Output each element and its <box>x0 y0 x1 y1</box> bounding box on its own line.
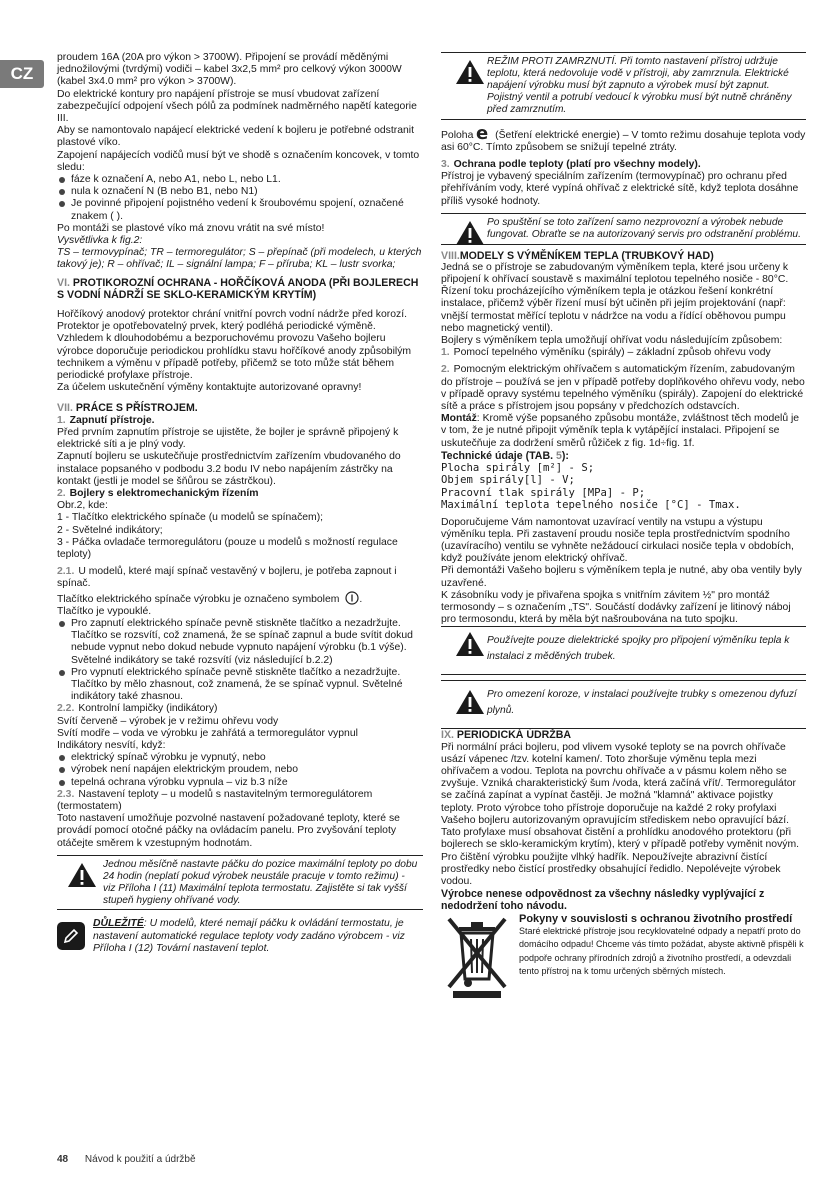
warning-text: Pro omezení koroze, v instalaci používejte trubky s omezenou dyfuzí plynů. <box>487 689 797 717</box>
paragraph: Za účelem uskutečnění výměny kontaktujte autorizované opravny! <box>57 382 362 394</box>
warning-icon <box>67 862 97 888</box>
warning-text: Po spuštění se toto zařízení samo nezprovozní a výrobek nebude fungovat. Obraťte se na autorizovaný servis pro odstranění problému. <box>487 216 801 240</box>
paragraph: Jedná se o přístroje se zabudovaným výměníkem tepla, které jsou určeny k připojení k ohřívací soustavě s maximální teplotou tepelného nosiče - 80°C. Řízení toku procházejícího výměníkem tepla je otázkou řešení konkrétní instalace, přičemž výběr řízení musí být učiněn při jejím projektování (např: vnější termostat měřící teplotu v nádržce na vodu a řídící oběhovou pumpu nebo magnetický ventil). <box>441 261 789 334</box>
warning-box <box>441 52 806 120</box>
paragraph: Svítí červeně – výrobek je v režimu ohřevu vody <box>57 715 279 727</box>
page-number: 48 <box>57 1154 69 1165</box>
page-footer <box>57 1154 196 1165</box>
pencil-icon <box>57 922 85 950</box>
section-number: VII. <box>57 402 73 415</box>
paragraph: Při normální práci bojleru, pod vlivem vysoké teploty se na povrch ohřívače usází vápenec /tzv. kotelní kamen/. Toto zhoršuje výměnu tepla mezi ohřívačem a vodou. Teplota na povrchu ohřívače a v pásmu kolem něho se zvyšuje. Vzniká charakteristický šum /voda, která začíná vřít/. Termoregulátor se začíná zapínat a vypínat častěji. Je možná "klamná" aktivace pojistky teploty. Proto výrobce toho přístroje doporučuje na každé 2 roky profylaxi Vašeho bojleru autorizovaným opravujícím střediskem nebo opravující bází. Tato profylaxe musí obsahovat čistění a prohlídku anodového protektoru (při bojlerech se sklo-keramickým krytím), který v případě potřeby vyměnit novým. <box>441 741 800 851</box>
paragraph: Tlačítko je vypouklé. <box>57 605 152 617</box>
warning-box <box>441 626 806 675</box>
subsection-heading: 2.1. U modelů, které mají spínač vestavěný v bojleru, je potřeba zapnout i spínač. <box>57 566 397 590</box>
list-line: 2 - Světelné indikátory; <box>57 524 163 536</box>
subsection-heading: 1. Zapnutí přístroje. <box>57 414 155 426</box>
section-title: PRÁCE S PŘÍSTROJEM. <box>75 402 198 415</box>
paragraph: Zapojení napájecích vodičů musí být ve shodě s označením koncovek, v tomto sledu: <box>57 149 420 173</box>
paragraph: Poloha e (Šetření elektrické energie) – V tomto režimu dosahuje teplota vody asi 60°C. Tímto způsobem se snižují tepelné ztráty. <box>441 124 806 153</box>
paragraph: Přístroj je vybavený speciálním zařízením (termovypínač) pro ochranu před přehříváním vody, které vypíná ohřívač z elektrické sítě, když teplota dosáhne příliš vysoké hodnoty. <box>441 171 799 207</box>
paragraph: Svítí modře – voda ve výrobku je zahřátá a termoregulátor vypnul <box>57 727 358 739</box>
list-item: Je povinné připojení pojistného vedení k šroubovému spojení, označené znakem ( ). <box>57 198 423 222</box>
warning-icon <box>455 59 485 85</box>
paragraph: Hořčíkový anodový protektor chrání vnitřní povrch vodní nádrže před korozí. <box>57 309 407 321</box>
warning-box <box>57 855 423 911</box>
section-heading-viii: VIII.MODELY S VÝMĚNÍKEM TEPLA (TRUBKOVÝ HAD) <box>441 249 714 262</box>
section-heading-vi <box>57 277 423 301</box>
tech-line: Maximální teplota tepelného nosiče [°C] - Tmax. <box>441 499 741 512</box>
paragraph: Před prvním zapnutím přístroje se ujistěte, že bojler je správně připojený k elektrické síti a je plný vody. <box>57 426 399 451</box>
subsection-heading: 3. Ochrana podle teploty (platí pro všechny modely). <box>441 158 701 170</box>
list-item: fáze k označení A, nebo A1, nebo L, nebo L1. <box>57 174 423 186</box>
warning-text: Jednou měsíčně nastavte páčku do pozice maximální teploty po dobu 24 hodin (neplatí pokud výrobek neustále pracuje v tomto režimu) - viz Příloha I (11) Maximální teplota termostatu. Zajistěte si tak vyšší stupeň hygieny ohřívané vody. <box>103 858 418 906</box>
tech-line: Plocha spirály [m²] - S; <box>441 462 595 475</box>
section-heading-ix: IX. PERIODICKÁ ÚDRŽBA <box>441 729 572 742</box>
right-column <box>441 52 806 999</box>
paragraph: Protektor je opotřebovatelný prvek, který podléhá periodické výměně. Vzhledem k dlouhodobému a bezporuchovému provozu Vašeho bojleru výrobce doporučuje periodickou prohlídku stavu hořčíkové anody způsobilým technikem a výměnu v případě potřeby, přičemž se toto může stát během periodické profylaxe přístroje. <box>57 321 412 382</box>
section-title: PROTIKOROZNÍ OCHRANA - HOŘČÍKOVÁ ANODA (PŘI BOJLERECH S VODNÍ NÁDRŽÍ SE SKLO-KERAMICKÝM KRYTÍM) <box>57 276 419 301</box>
tech-data-heading: Technické údaje (TAB. 5): <box>441 449 569 462</box>
bullet-list <box>57 752 423 789</box>
warning-text: Používejte pouze dielektrické spojky pro připojení výměníku tepla k instalaci z měděných trubek. <box>487 635 790 663</box>
liability-statement: Výrobce nenese odpovědnost za všechny následky vyplývající z nedodržení toho návodu. <box>441 888 765 913</box>
environment-notice <box>441 913 806 999</box>
paragraph: Obr.2, kde: <box>57 500 108 512</box>
paragraph: K zásobníku vody je přivařena spojka s vnitřním závitem ½" pro montáž termosondy – s označením „TS". Součástí dodávky zařízení je litinový náboj pro termosondu, která by měla být našroubována na tuto spojku. <box>441 589 791 626</box>
list-item: tepelná ochrana výrobku vypnula – viz b.3 níže <box>57 777 423 789</box>
tech-line: Objem spirály[l] - V; <box>441 474 575 487</box>
list-item: nula k označení N (B nebo B1, nebo N1) <box>57 186 423 198</box>
numbered-item: 1. Pomocí tepelného výměníku (spirály) – základní způsob ohřevu vody <box>441 347 771 359</box>
paragraph: Montáž: Kromě výše popsaného způsobu montáže, zvláštnost těch modelů je v tom, že je nutné připojit výměník tepla k vytápějící instalaci. Připojení se uskutečňuje za dodržení směrů růžiček z fig. 1d÷fig. 1f. <box>441 413 800 449</box>
warning-icon <box>455 220 485 246</box>
paragraph: Toto nastavení umožňuje pozvolné nastavení požadované teploty, které se provádí pomocí otočné páčky na ovládacím panelu. Pro zvyšování teploty otáčejte směrem k vzestupným hodnotám. <box>57 813 400 849</box>
environment-text: Staré elektrické přístroje jsou recyklovatelné odpady a nepatří proto do domácího odpadu! Chceme vás tímto požádat, abyste aktivně přispěli k podpoře ochrany přírodních zdrojů a životního prostředí, a odevzdali tento přístroj na k tomu určených sběrných místech. <box>519 925 804 977</box>
important-note <box>57 918 423 955</box>
section-heading-vii <box>57 402 423 414</box>
numbered-item: 2. Pomocným elektrickým ohřívačem s automatickým řízením, zabudovaným do přístroje – používá se jen v případě potřeby doplňkového ohřevu vody, nebo v případě opravy systému tepelného výměníku (spirály). Zapojení do elektrické sítě a práce s přístrojem jsou popsány v předchozích odstavcích. <box>441 364 805 412</box>
list-item: výrobek není napájen elektrickým proudem, nebo <box>57 764 423 776</box>
environment-title: Pokyny v souvislosti s ochranou životního prostředí <box>519 912 793 925</box>
paragraph: Tlačítko elektrického spínače výrobku je označeno symbolem . <box>57 591 423 606</box>
subsection-heading: 2.3. Nastavení teploty – u modelů s nastavitelným termoregulátorem (termostatem) <box>57 788 373 812</box>
list-line: 1 - Tlačítko elektrického spínače (u modelů se spínačem); <box>57 512 324 524</box>
paragraph: Do elektrické kontury pro napájení přístroje se musí vbudovat zařízení zabezpečující odpojení všech pólů za podmínek nadměrného napětí kategorie III. <box>57 88 417 125</box>
important-label: DŮLEŽITÉ <box>93 918 144 930</box>
section-number: VI. <box>57 276 70 289</box>
language-tab <box>0 60 44 88</box>
language-code: CZ <box>10 64 34 83</box>
power-icon <box>345 591 359 605</box>
svg-text:e: e <box>476 124 489 140</box>
list-item: elektrický spínač výrobku je vypnutý, nebo <box>57 752 423 764</box>
paragraph: Indikátory nesvítí, když: <box>57 739 166 751</box>
paragraph: Při demontáži Vašeho bojleru s výměníkem tepla je nutné, aby oba ventily byly uzavřené. <box>441 565 802 589</box>
eco-mode-icon <box>476 125 492 140</box>
warning-box <box>441 213 806 245</box>
left-column <box>57 52 423 955</box>
paragraph: Bojlery s výměníkem tepla umožňují ohřívat vodu následujícím způsobem: <box>441 334 783 346</box>
paragraph: Po montáži se plastové víko má znovu vrátit na své místo! <box>57 222 325 234</box>
paragraph: Aby se namontovalo napájecí elektrické vedení k bojleru je potřebné odstranit plastové víko. <box>57 125 414 149</box>
footer-text: Návod k použití a údržbě <box>84 1154 196 1165</box>
crossed-bin-icon <box>441 913 513 1001</box>
warning-icon <box>455 631 485 657</box>
warning-icon <box>455 689 485 715</box>
subsection-heading: 2. Bojlery s elektromechanickým řízením <box>57 487 259 499</box>
subsection-heading: 2.2. Kontrolní lampičky (indikátory) <box>57 703 218 715</box>
paragraph: Zapnutí bojleru se uskutečňuje prostřednictvím zařízením vbudovaného do instalace popsaného v podbodu 3.2 bodu IV nebo napájením zástrčky na kontakt (jestli je model se šňůrou se zástrčkou). <box>57 451 401 487</box>
warning-box <box>441 680 806 729</box>
list-item: Pro vypnutí elektrického spínače pevně stiskněte tlačítko a nezadržujte. Tlačítko by mělo zhasnout, což znamená, že se spínač vypnul. Světelné indikátory také zhasnou. <box>57 667 423 704</box>
bullet-list <box>57 174 423 223</box>
bullet-list <box>57 618 423 703</box>
paragraph: Doporučujeme Vám namontovat uzavírací ventily na vstupu a výstupu výměníku tepla. Při zastavení proudu nosiče tepla prostřednictvím spodního (uzavíracího) ventilu se vyhněte nežádoucí cirkulaci nosiče tepla v obdobích, když používáte jenom elektrický ohřívač. <box>441 516 794 565</box>
warning-text: REŽIM PROTI ZAMRZNUTÍ. Při tomto nastavení přístroj udržuje teplotu, která nedovoluje vodě v přístroji, aby zamrznula. Elektrické napájení výrobku musí být zapnuto a výrobek musí být zapnut. Pojistný ventil a potrubí vedoucí k výrobku musí být nutně chráněny před zamrznutím. <box>487 56 792 115</box>
legend-title: Vysvětlivka k fig.2: <box>57 235 143 247</box>
paragraph: Pro čištění výrobku použijte vlhký hadřík. Nepoužívejte abrazivní čistící prostředky nebo čistící prostředky obsahující ředidlo. Nepolévejte výrobek vodou. <box>441 851 781 887</box>
list-item: Pro zapnutí elektrického spínače pevně stiskněte tlačítko a nezadržujte. Tlačítko se rozsvítí, což znamená, že se spínač zapnul a bude svítit dokud nebude vypnut nebo dokud nebude vypnuto napájení výrobku (b.1 výše). Světelné indikátory se také rozsvítí (viz následující b.2.2) <box>57 618 423 667</box>
important-text: : U modelů, které nemají páčku k ovládání termostatu, je nastavení automatické regulace teploty vody zadáno výrobcem - viz Příloha I (12) Tovární nastavení teplot. <box>93 918 405 954</box>
paragraph: proudem 16A (20A pro výkon > 3700W). Připojení se provádí měděnými jednožilovými (tvrdými) vodiči – kabel 3x2,5 mm² pro celkový výkon 3000W (kabel 3x4.0 mm² pro výkon > 3700W). <box>57 52 402 88</box>
tech-line: Pracovní tlak spirály [MPa] - P; <box>441 486 646 499</box>
legend-text: TS – termovypínač; TR – termoregulátor; S – přepínač (při modelech, u kterých takový je); R – ohřívač; IL – signální lampa; F – příruba; KL – lustr svorka; <box>57 247 422 271</box>
list-line: 3 - Páčka ovladače termoregulátoru (pouze u modelů s možností regulace teploty) <box>57 536 398 560</box>
